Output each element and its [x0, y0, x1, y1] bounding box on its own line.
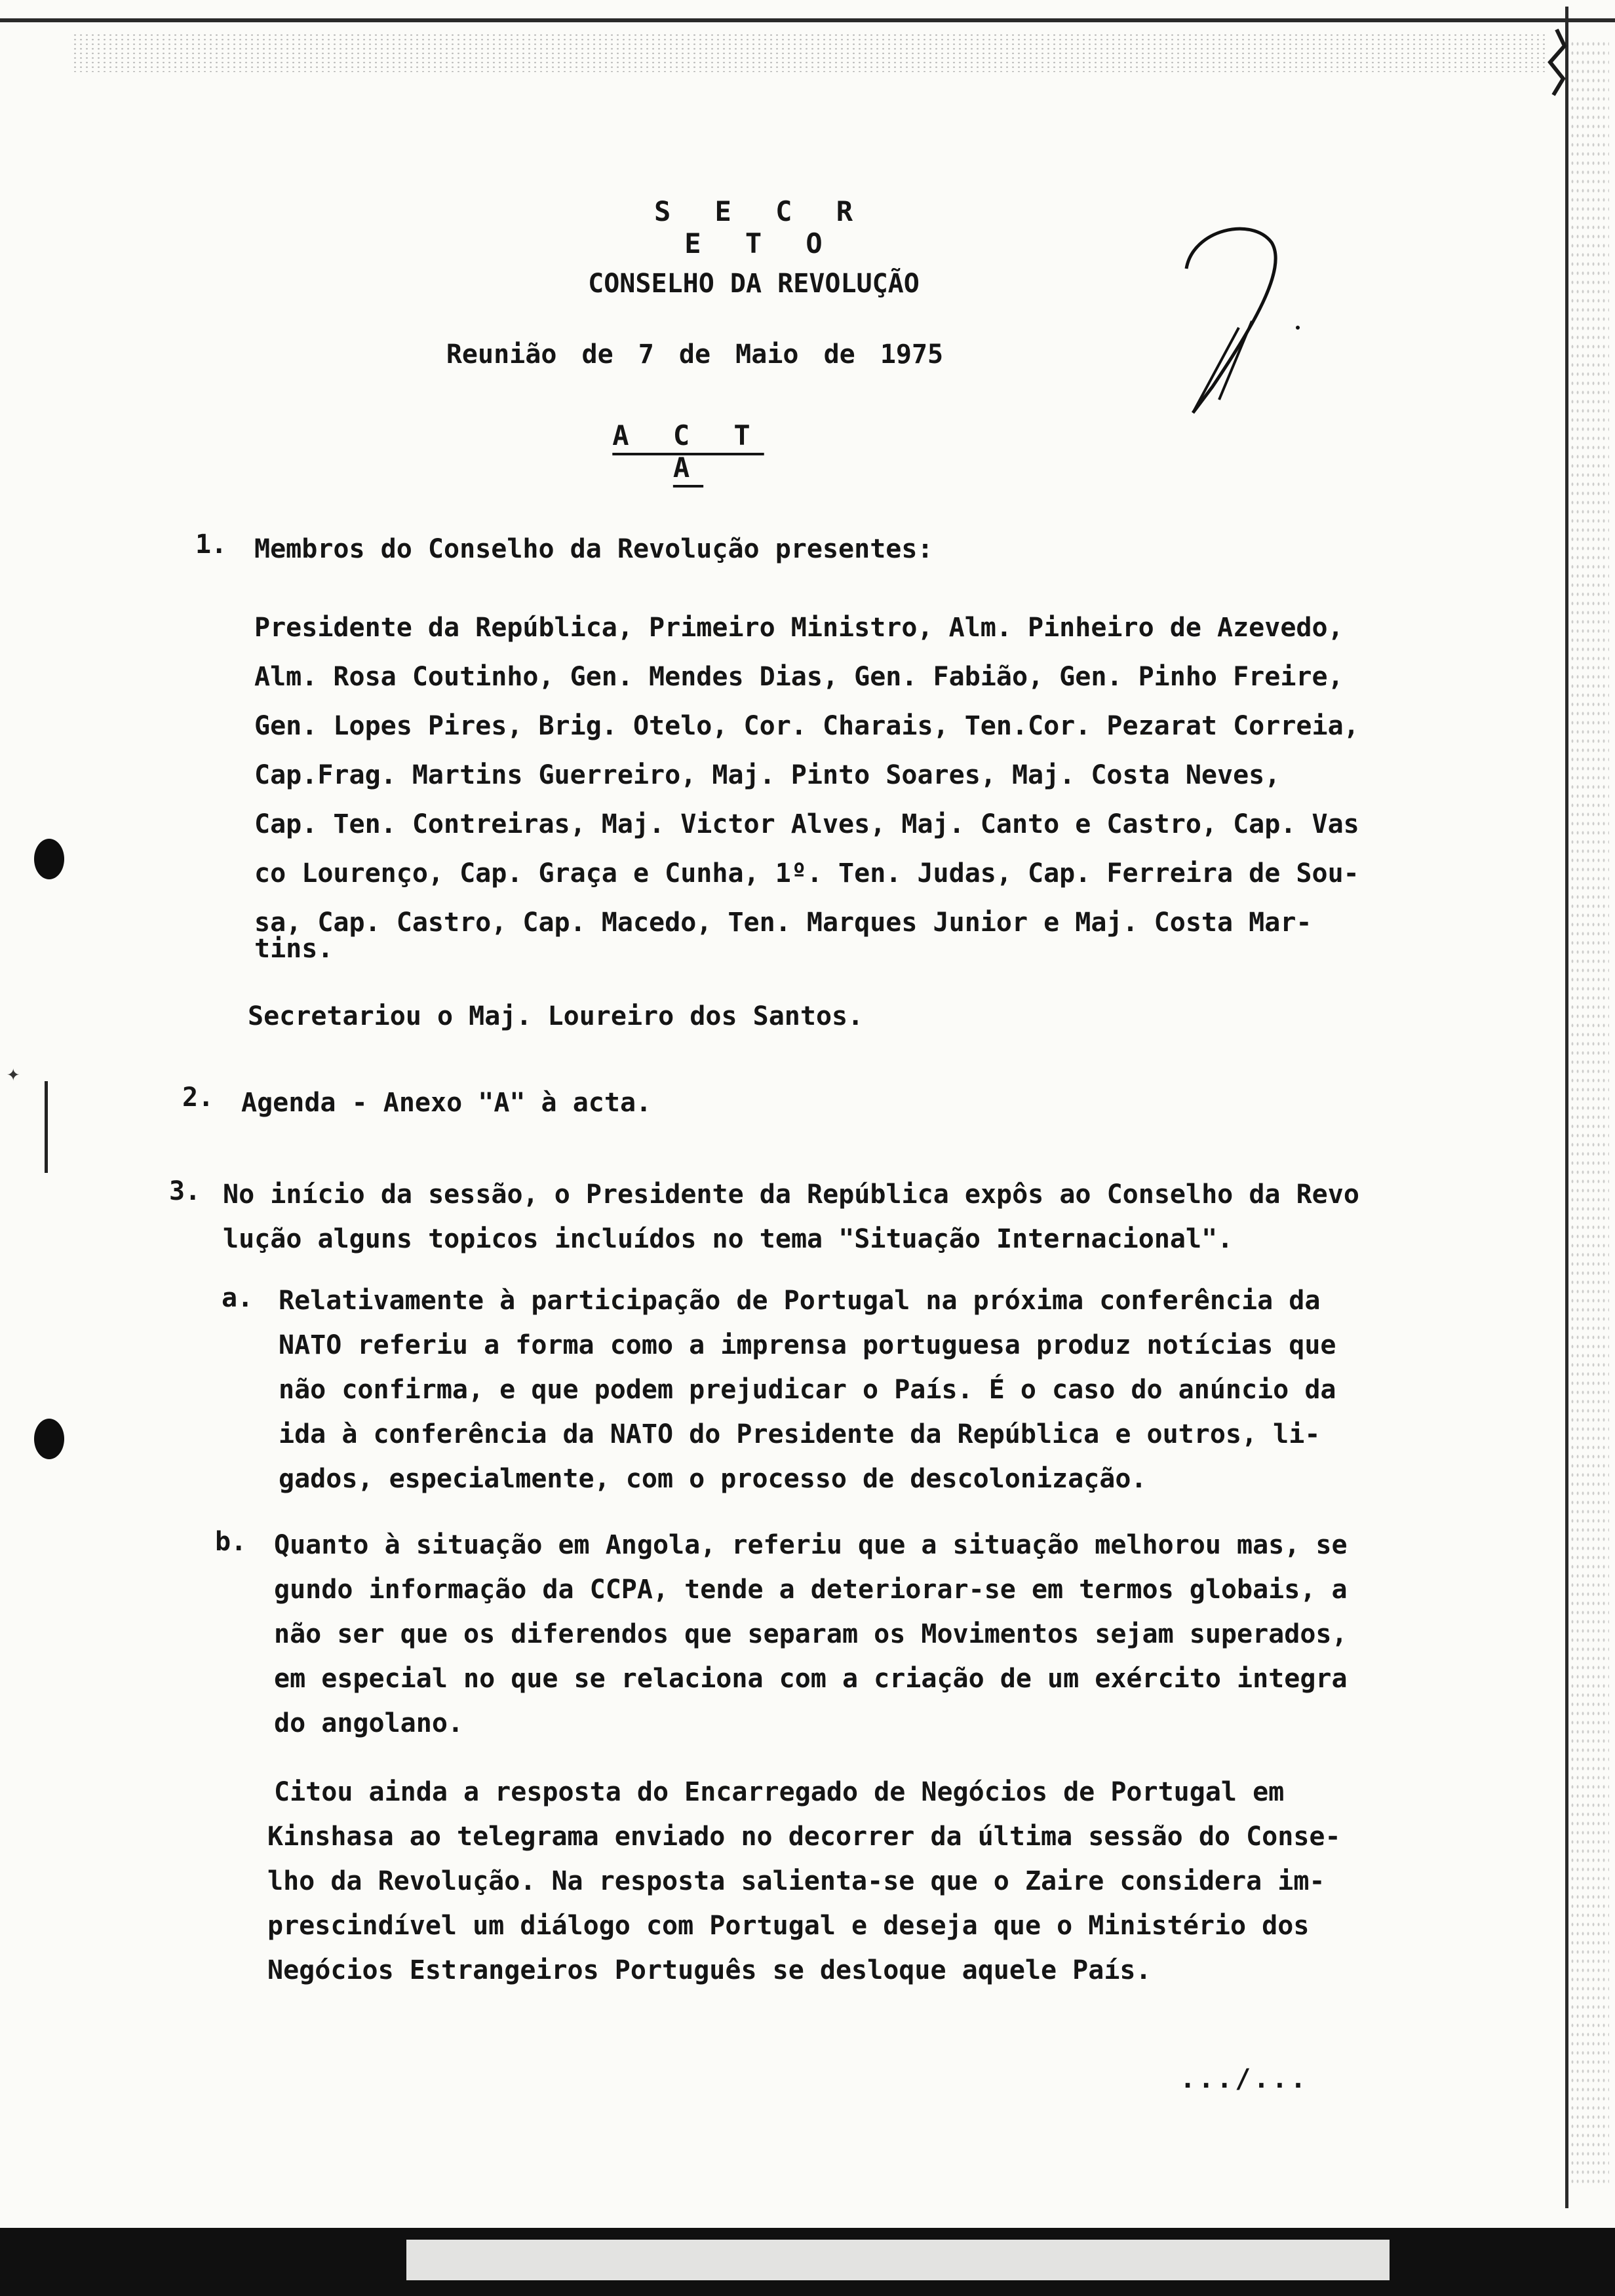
text-line: Gen. Lopes Pires, Brig. Otelo, Cor. Charais, Ten.Cor. Pezarat Correia, [254, 711, 1359, 741]
section-heading: Membros do Conselho da Revolução presentes: [254, 534, 933, 564]
section-number: 2. [182, 1082, 214, 1113]
punch-hole [34, 839, 64, 879]
text-line: Cap.Frag. Martins Guerreiro, Maj. Pinto Soares, Maj. Costa Neves, [254, 760, 1281, 790]
text-line: Kinshasa ao telegrama enviado no decorrer da última sessão do Conse- [267, 1822, 1341, 1852]
section-number: 1. [195, 529, 227, 560]
text-line: do angolano. [274, 1708, 463, 1738]
text-line: ida à conferência da NATO do Presidente da República e outros, li- [279, 1419, 1321, 1449]
scan-bottom-gap [406, 2240, 1390, 2280]
scan-noise-right [1570, 39, 1609, 2189]
margin-mark-icon: ✦ [7, 1060, 20, 1086]
subsection-label: b. [215, 1527, 247, 1557]
text-line: gundo informação da CCPA, tende a deteriorar-se em termos globais, a [274, 1575, 1348, 1605]
text-line: NATO referiu a forma como a imprensa portuguesa produz notícias que [279, 1330, 1336, 1360]
secretary-line: Secretariou o Maj. Loureiro dos Santos. [248, 1001, 864, 1031]
document-title: A C T A [612, 419, 764, 484]
text-line: lho da Revolução. Na resposta salienta-se que o Zaire considera im- [267, 1866, 1325, 1896]
text-line: Presidente da República, Primeiro Ministro, Alm. Pinheiro de Azevedo, [254, 613, 1344, 643]
continuation-marker: .../... [1180, 2064, 1309, 2094]
text-line: em especial no que se relaciona com a criação de um exército integra [274, 1664, 1348, 1694]
classification-label: S E C R E T O [653, 195, 866, 259]
text-line: co Lourenço, Cap. Graça e Cunha, 1º. Ten. Judas, Cap. Ferreira de Sou- [254, 858, 1359, 889]
scan-noise [72, 33, 1547, 72]
text-line: não ser que os diferendos que separam os Movimentos sejam superados, [274, 1619, 1348, 1649]
punch-hole [34, 1419, 64, 1459]
text-line: gados, especialmente, com o processo de descolonização. [279, 1464, 1147, 1494]
text-line: lução alguns topicos incluídos no tema "Situação Internacional". [223, 1224, 1234, 1254]
section-number: 3. [169, 1176, 201, 1206]
agenda-line: Agenda - Anexo "A" à acta. [241, 1088, 652, 1118]
meeting-date: Reunião de 7 de Maio de 1975 [446, 339, 944, 370]
text-line: Quanto à situação em Angola, referiu que a situação melhorou mas, se [274, 1530, 1348, 1560]
scan-right-edge [1565, 7, 1568, 2208]
council-name: CONSELHO DA REVOLUÇÃO [588, 269, 920, 299]
subsection-label: a. [222, 1283, 254, 1313]
text-line: não confirma, e que podem prejudicar o País. É o caso do anúncio da [279, 1375, 1336, 1405]
text-line: No início da sessão, o Presidente da República expôs ao Conselho da Revo [223, 1179, 1359, 1210]
text-line: Relativamente à participação de Portugal na próxima conferência da [279, 1286, 1321, 1316]
text-line: Cap. Ten. Contreiras, Maj. Victor Alves, Maj. Canto e Castro, Cap. Vas [254, 809, 1359, 839]
handwritten-annotation [1173, 216, 1304, 426]
text-line: sa, Cap. Castro, Cap. Macedo, Ten. Marques Junior e Maj. Costa Mar- [254, 908, 1312, 938]
text-line: prescindível um diálogo com Portugal e deseja que o Ministério dos [267, 1911, 1310, 1941]
paper-clip-icon [1537, 26, 1570, 98]
text-line: Negócios Estrangeiros Português se desloque aquele País. [267, 1955, 1152, 1985]
margin-mark [45, 1081, 48, 1173]
text-line: tins. [254, 934, 334, 964]
text-line: Alm. Rosa Coutinho, Gen. Mendes Dias, Gen. Fabião, Gen. Pinho Freire, [254, 662, 1344, 692]
text-line: Citou ainda a resposta do Encarregado de Negócios de Portugal em [274, 1777, 1285, 1807]
